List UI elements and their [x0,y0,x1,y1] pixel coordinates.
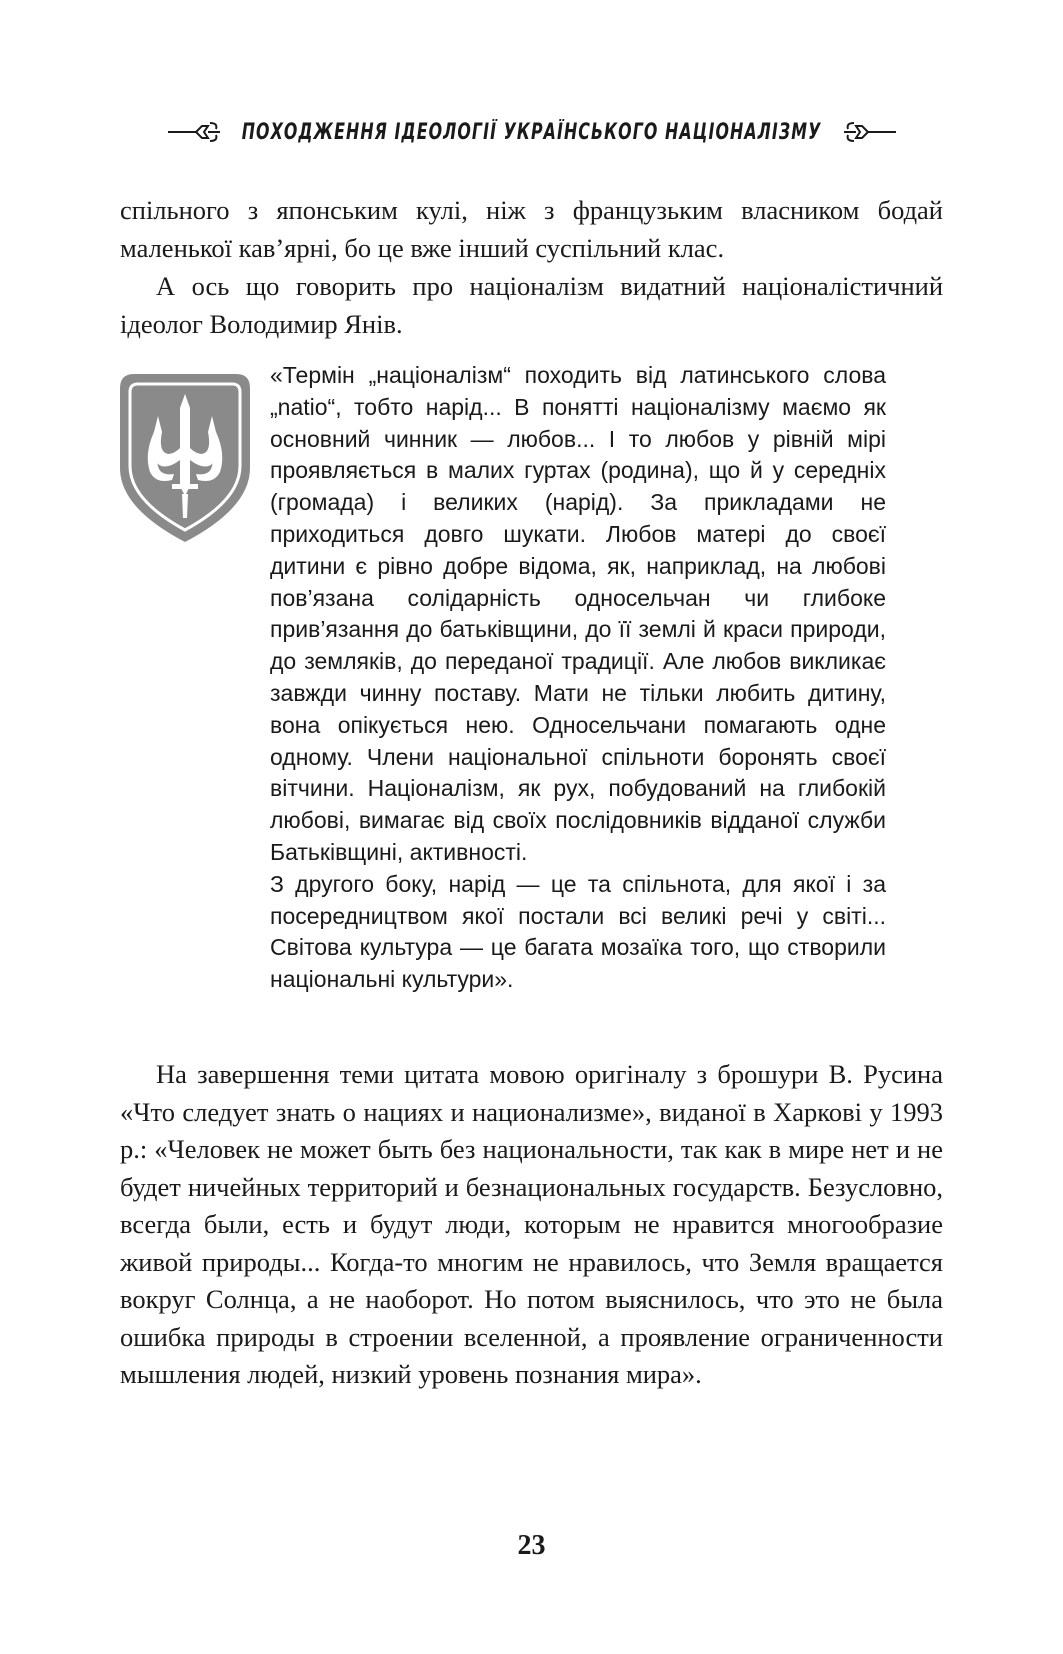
quote-block [270,360,886,996]
page-number: 23 [517,1530,546,1561]
paragraph-rusin-quote: На завершення теми цитата мовою оригіналу з брошури В. Русина «Что следует знать о нациях и национализме», виданої в Харкові у 1993 р.: «Человек не может быть без национальности, так как в мире нет и не будет ничейных территорий и безнациональных государств. Безусловно, всегда были, есть и будут люди, которым не нравится многообразие живой природы... Когда-то многим не нравилось, что Земля вращается вокруг Солнца, а не наоборот. Но потом выяснилось, что это не была ошибка природы в строении вселенной, а проявление ограниченности мышления людей, низкий уровень познания мира». [120,1059,943,1389]
running-head [0,112,1063,152]
quote-part-1: «Термін „націоналізм“ походить від латинського слова „natio“, тобто нарід... В понятті націоналізму маємо як основний чинник — любов... І то любов у рівній мірі проявляється в малих гуртах (родина), що й у середніх (громада) і великих (нарід). За прикладами не приходиться довго шукати. Любов матері до своєї дитини є рівно добре відома, як, наприклад, на любові пов’язана солідарність односельчан чи глибоке прив’язання до батьківщини, до її землі й краси природи, до земляків, до переданої традиції. Але любов викликає завжди чинну поставу. Мати не тільки любить дитину, вона опікується нею. Односельчани помагають одне одному. Члени національної спільноти боронять своєї вітчини. Націоналізм, як рух, побудований на глибокій любові, вимагає від своїх послідовників відданої служби Батьківщині, активності. [270,362,886,865]
trident-shield-icon [116,368,254,546]
ornament-left-icon [166,119,222,145]
paragraph-intro-quote: А ось що говорить про націоналізм видатний націоналістичний ідеолог Володимир Янів. [120,271,943,339]
quote-part-2: З другого боку, нарід — це та спільнота, для якої і за посередництвом якої постали всі великі речі у світі... Світова культура — це багата мозаїка того, що створили національні культури». [270,870,886,993]
running-title: ПОХОДЖЕННЯ ІДЕОЛОГІЇ УКРАЇНСЬКОГО НАЦІОНАЛІЗМУ [241,119,822,145]
ornament-right-icon [842,119,898,145]
paragraph-continuation: спільного з японським кулі, ніж з французьким власником бодай маленької кав’ярні, бо це вже інший суспільний клас. [120,195,943,263]
